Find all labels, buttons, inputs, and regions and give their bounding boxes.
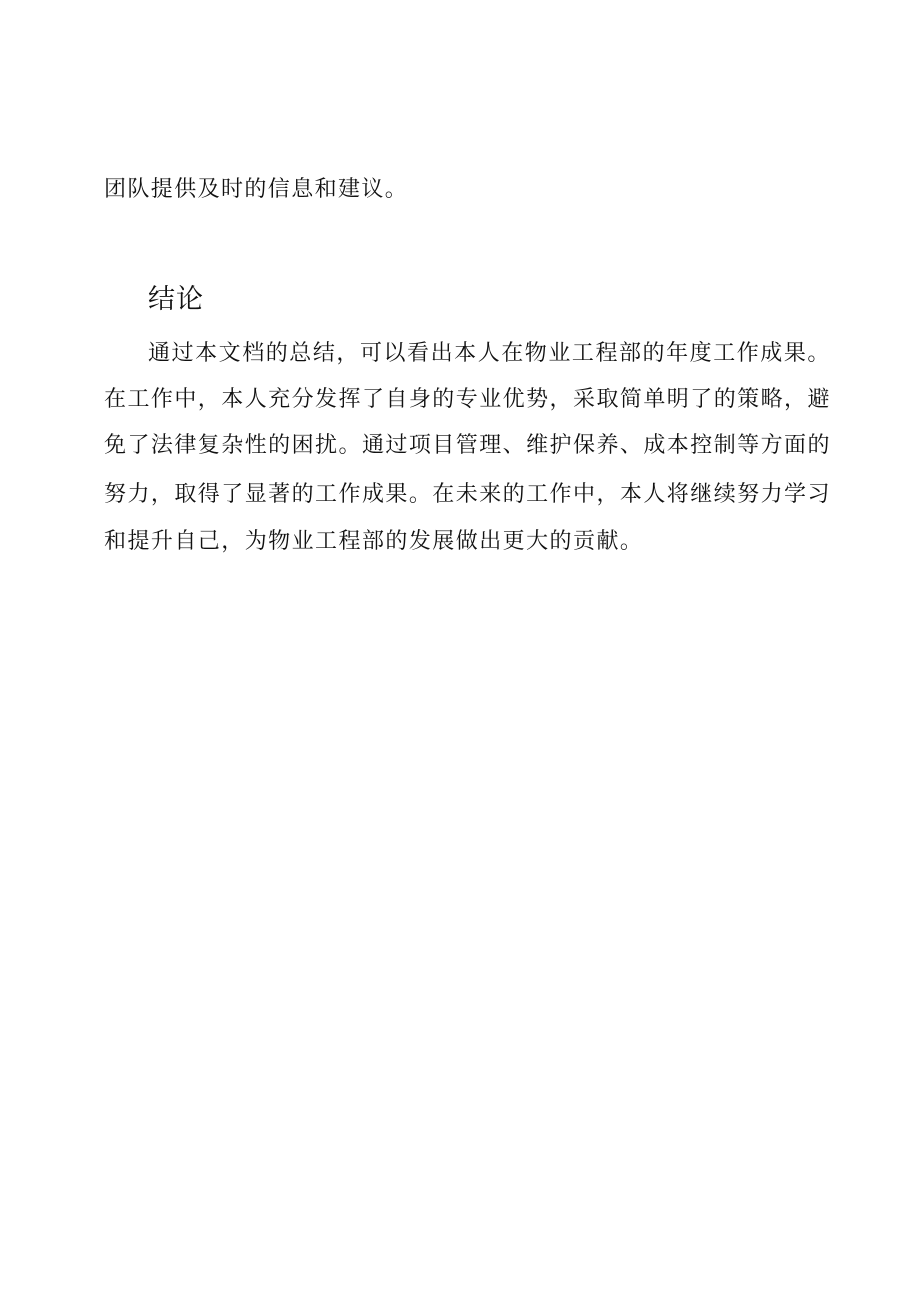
section-heading: 结论 xyxy=(148,284,204,315)
paragraph-line-2: 在工作中，本人充分发挥了自身的专业优势，采取简单明了的策略，避 xyxy=(104,387,831,412)
paragraph-line-4: 努力，取得了显著的工作成果。在未来的工作中，本人将继续努力学习 xyxy=(104,482,831,507)
paragraph-line-1: 通过本文档的总结，可以看出本人在物业工程部的年度工作成果。 xyxy=(148,341,831,366)
paragraph-line-5: 和提升自己，为物业工程部的发展做出更大的贡献。 xyxy=(104,529,644,554)
paragraph-line-3: 免了法律复杂性的困扰。通过项目管理、维护保养、成本控制等方面的 xyxy=(104,433,831,458)
previous-paragraph-continuation: 团队提供及时的信息和建议。 xyxy=(104,177,409,202)
